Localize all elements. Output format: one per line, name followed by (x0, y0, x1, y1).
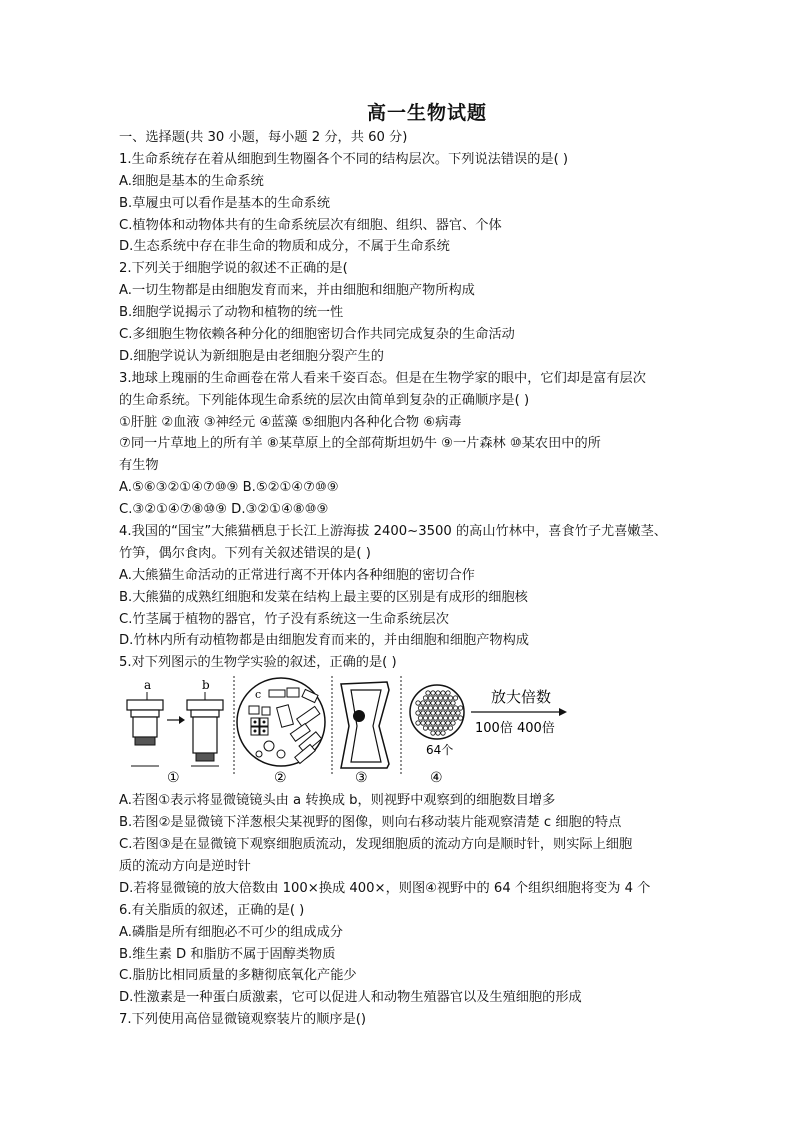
tissue-cell (431, 711, 435, 715)
q1-option-b: B.草履虫可以看作是基本的生命系统 (119, 195, 331, 211)
tissue-cell (441, 721, 445, 725)
q3-options-ab: A.⑤⑥③②①④⑦⑩⑨ B.⑤②①④⑦⑩⑨ (119, 480, 339, 496)
q1-option-d: D.生态系统中存在非生命的物质和成分，不属于生命系统 (119, 239, 450, 255)
figure-num-4: ④ (430, 770, 443, 787)
microscope-figure (119, 676, 569, 788)
tissue-cell (423, 696, 427, 700)
q5-option-d: D.若将显微镜的放大倍数由 100×换成 400×，则图④视野中的 64 个组织细胞将变为 4 个 (119, 880, 651, 896)
figure-num-1: ① (167, 770, 180, 787)
figure-4-tissue (410, 685, 567, 786)
q5-option-b: B.若图②是显微镜下洋葱根尖某视野的图像，则向右移动装片能观察清楚 c 细胞的特点 (119, 815, 622, 831)
tissue-cell (418, 706, 422, 710)
tissue-cell (451, 701, 455, 705)
q4-option-c: C.竹茎属于植物的器官，竹子没有系统这一生命系统层次 (119, 611, 449, 627)
q5-option-c-line2: 质的流动方向是逆时针 (119, 858, 251, 874)
tissue-cell (443, 706, 447, 710)
tissue-cell (431, 701, 435, 705)
q4-stem-line2: 竹笋，偶尔食肉。下列有关叙述错误的是( ) (119, 545, 371, 561)
tissue-cell (458, 716, 462, 720)
tissue-cell (443, 726, 447, 730)
q6-option-d: D.性激素是一种蛋白质激素，它可以促进人和动物生殖器官以及生殖细胞的形成 (119, 990, 582, 1006)
figure-num-2: ② (274, 770, 287, 787)
tissue-cell (423, 726, 427, 730)
tissue-cell (428, 716, 432, 720)
q2-option-c: C.多细胞生物依赖各种分化的细胞密切合作共同完成复杂的生命活动 (119, 327, 515, 343)
tissue-cell (448, 716, 452, 720)
tissue-cell (433, 696, 437, 700)
tissue-cell (443, 696, 447, 700)
tissue-cell (446, 711, 450, 715)
tissue-cell (433, 726, 437, 730)
tissue-cell (451, 721, 455, 725)
tissue-cell (428, 726, 432, 730)
tissue-cell (443, 716, 447, 720)
tissue-cell (426, 701, 430, 705)
tissue-cell (438, 696, 442, 700)
tissue-cell (431, 691, 435, 695)
figure-3-plant-cell (341, 682, 389, 786)
tissue-cell (421, 701, 425, 705)
lens-a-label: a (144, 678, 152, 693)
lens-b-label: b (202, 678, 210, 693)
q5-option-a: A.若图①表示将显微镜镜头由 a 转换成 b，则视野中观察到的细胞数目增多 (119, 793, 556, 809)
q7-stem: 7.下列使用高倍显微镜观察装片的顺序是() (119, 1012, 367, 1028)
magnification-values: 100倍 400倍 (475, 721, 555, 737)
tissue-cell (441, 701, 445, 705)
tissue-cell (433, 706, 437, 710)
tissue-cell (448, 696, 452, 700)
tissue-cell (453, 716, 457, 720)
section-heading: 一、选择题(共 30 小题，每小题 2 分，共 60 分) (119, 130, 408, 145)
q6-stem: 6.有关脂质的叙述，正确的是( ) (119, 902, 305, 918)
q4-stem-line1: 4.我国的“国宝”大熊猫栖息于长江上游海拔 2400~3500 的高山竹林中，喜食竹子尤喜嫩茎、 (119, 524, 667, 540)
tissue-cell (426, 711, 430, 715)
q3-items-line1: ①肝脏 ②血液 ③神经元 ④蓝藻 ⑤细胞内各种化合物 ⑥病毒 (119, 414, 462, 430)
tissue-cell (428, 706, 432, 710)
q2-option-b: B.细胞学说揭示了动物和植物的统一性 (119, 305, 344, 321)
tissue-cell (441, 691, 445, 695)
tissue-cell (436, 711, 440, 715)
q6-option-a: A.磷脂是所有细胞必不可少的组成成分 (119, 924, 343, 940)
tissue-cell (426, 691, 430, 695)
q4-option-a: A.大熊猫生命活动的正常进行离不开体内各种细胞的密切合作 (119, 567, 475, 583)
page-title: 高一生物试题 (366, 102, 487, 124)
q2-option-a: A.一切生物都是由细胞发育而来，并由细胞和细胞产物所构成 (119, 283, 475, 299)
tissue-cell (433, 716, 437, 720)
tissue-cell (458, 706, 462, 710)
tissue-cell (446, 701, 450, 705)
tissue-cell (423, 716, 427, 720)
tissue-cell (436, 691, 440, 695)
q5-option-c-line1: C.若图③是在显微镜下观察细胞质流动，发现细胞质的流动方向是顺时针，则实际上细胞 (119, 837, 633, 853)
tissue-cell (456, 711, 460, 715)
tissue-cell (428, 696, 432, 700)
tissue-cell (416, 711, 420, 715)
cell-c-label: c (255, 688, 262, 702)
tissue-cell (431, 731, 435, 735)
q1-option-a: A.细胞是基本的生命系统 (119, 173, 264, 189)
tissue-cell (448, 726, 452, 730)
tissue-cell (421, 721, 425, 725)
magnification-title: 放大倍数 (491, 688, 552, 707)
exam-body (119, 127, 689, 1031)
tissue-cell (446, 691, 450, 695)
tissue-cell (441, 731, 445, 735)
tissue-cell (431, 721, 435, 725)
q3-stem-line2: 的生命系统。下列能体现生命系统的层次由简单到复杂的正确顺序是( ) (119, 392, 530, 408)
q6-option-c: C.脂肪比相同质量的多糖彻底氧化产能少 (119, 968, 357, 984)
q3-items-line2: ⑦同一片草地上的所有羊 ⑧某草原上的全部荷斯坦奶牛 ⑨一片森林 ⑩某农田中的所 (119, 436, 601, 452)
tissue-cell (453, 696, 457, 700)
q5-stem: 5.对下列图示的生物学实验的叙述，正确的是( ) (119, 655, 397, 671)
q1-stem: 1.生命系统存在着从细胞到生物圈各个不同的结构层次。下列说法错误的是( ) (119, 151, 569, 167)
tissue-cell (416, 701, 420, 705)
q3-options-cd: C.③②①④⑦⑧⑩⑨ D.③②①④⑧⑩⑨ (119, 502, 329, 518)
tissue-cell (421, 711, 425, 715)
q5-figure (119, 676, 689, 786)
q6-option-b: B.维生素 D 和脂肪不属于固醇类物质 (119, 946, 336, 962)
figure-num-3: ③ (355, 770, 368, 787)
tissue-cell (453, 706, 457, 710)
q2-stem: 2.下列关于细胞学说的叙述不正确的是( (119, 261, 348, 277)
tissue-cell (436, 701, 440, 705)
tissue-cell (423, 706, 427, 710)
tissue-cell (438, 716, 442, 720)
tissue-cell (438, 706, 442, 710)
q3-stem-line1: 3.地球上瑰丽的生命画卷在常人看来千姿百态。但是在生物学家的眼中，它们却是富有层次 (119, 370, 646, 386)
tissue-cell (438, 726, 442, 730)
tissue-cell (416, 721, 420, 725)
figure-2-root-tip (237, 678, 325, 786)
tissue-cell (436, 721, 440, 725)
tissue-cell (436, 731, 440, 735)
tissue-cell (441, 711, 445, 715)
tissue-cell (451, 711, 455, 715)
q1-option-c: C.植物体和动物体共有的生命系统层次有细胞、组织、器官、个体 (119, 217, 502, 233)
tissue-cell (448, 706, 452, 710)
q4-option-b: B.大熊猫的成熟红细胞和发菜在结构上最主要的区别是有成形的细胞核 (119, 589, 528, 605)
tissue-cell (446, 721, 450, 725)
tissue-cell (418, 716, 422, 720)
q4-option-d: D.竹林内所有动植物都是由细胞发育而来的，并由细胞和细胞产物构成 (119, 633, 529, 649)
q3-items-line3: 有生物 (119, 458, 159, 474)
cell-count-label: 64个 (426, 743, 454, 758)
q2-option-d: D.细胞学说认为新细胞是由老细胞分裂产生的 (119, 348, 384, 364)
tissue-cell (426, 721, 430, 725)
figure-1-objectives (127, 678, 223, 786)
